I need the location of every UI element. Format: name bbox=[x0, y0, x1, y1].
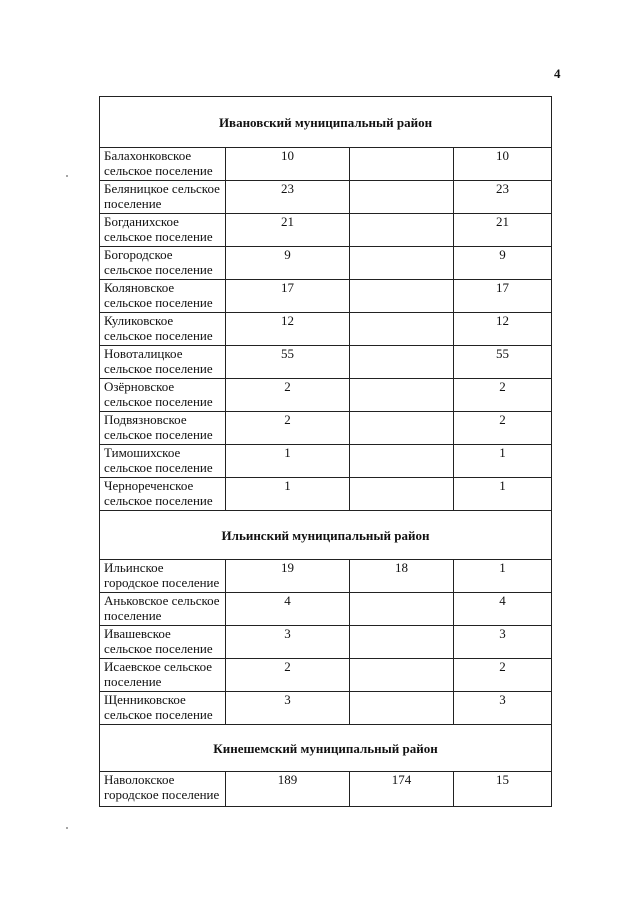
value-cell-3: 1 bbox=[454, 445, 552, 478]
value-cell-2 bbox=[350, 478, 454, 511]
table-row bbox=[100, 181, 552, 214]
value-cell-3: 2 bbox=[454, 659, 552, 692]
value-cell-1: 1 bbox=[226, 478, 350, 511]
value-cell-3: 1 bbox=[454, 560, 552, 593]
scan-speck bbox=[66, 827, 68, 829]
table-row bbox=[100, 247, 552, 280]
section-header-row bbox=[100, 725, 552, 772]
settlement-name-cell: Балахонковское сельское поселение bbox=[100, 148, 226, 181]
value-cell-2 bbox=[350, 181, 454, 214]
value-cell-3: 21 bbox=[454, 214, 552, 247]
value-cell-2 bbox=[350, 379, 454, 412]
value-cell-1: 21 bbox=[226, 214, 350, 247]
value-cell-1: 3 bbox=[226, 692, 350, 725]
value-cell-3: 2 bbox=[454, 412, 552, 445]
value-cell-2 bbox=[350, 626, 454, 659]
value-cell-2 bbox=[350, 214, 454, 247]
table-row bbox=[100, 412, 552, 445]
settlement-name-cell: Ивашевское сельское поселение bbox=[100, 626, 226, 659]
value-cell-1: 19 bbox=[226, 560, 350, 593]
value-cell-3: 15 bbox=[454, 772, 552, 807]
value-cell-3: 1 bbox=[454, 478, 552, 511]
value-cell-3: 3 bbox=[454, 692, 552, 725]
value-cell-2 bbox=[350, 280, 454, 313]
settlement-name-cell: Беляницкое сельское поселение bbox=[100, 181, 226, 214]
value-cell-3: 3 bbox=[454, 626, 552, 659]
table-row bbox=[100, 214, 552, 247]
value-cell-1: 2 bbox=[226, 379, 350, 412]
settlement-name-cell: Богородское сельское поселение bbox=[100, 247, 226, 280]
settlement-name-cell: Исаевское сельское поселение bbox=[100, 659, 226, 692]
value-cell-3: 55 bbox=[454, 346, 552, 379]
settlement-name-cell: Щенниковское сельское поселение bbox=[100, 692, 226, 725]
value-cell-1: 17 bbox=[226, 280, 350, 313]
value-cell-1: 12 bbox=[226, 313, 350, 346]
value-cell-2 bbox=[350, 692, 454, 725]
value-cell-3: 17 bbox=[454, 280, 552, 313]
table-row bbox=[100, 560, 552, 593]
value-cell-2 bbox=[350, 659, 454, 692]
table-row bbox=[100, 593, 552, 626]
value-cell-2 bbox=[350, 148, 454, 181]
value-cell-2 bbox=[350, 247, 454, 280]
value-cell-1: 189 bbox=[226, 772, 350, 807]
value-cell-2: 174 bbox=[350, 772, 454, 807]
settlement-name-cell: Куликовское сельское поселение bbox=[100, 313, 226, 346]
settlement-name-cell: Коляновское сельское поселение bbox=[100, 280, 226, 313]
table-row bbox=[100, 148, 552, 181]
value-cell-1: 55 bbox=[226, 346, 350, 379]
value-cell-1: 1 bbox=[226, 445, 350, 478]
section-title: Ивановский муниципальный район bbox=[100, 97, 552, 148]
scan-speck bbox=[66, 175, 68, 177]
value-cell-1: 2 bbox=[226, 412, 350, 445]
table-row bbox=[100, 626, 552, 659]
value-cell-2: 18 bbox=[350, 560, 454, 593]
settlement-name-cell: Ильинское городское поселение bbox=[100, 560, 226, 593]
value-cell-1: 2 bbox=[226, 659, 350, 692]
value-cell-3: 2 bbox=[454, 379, 552, 412]
section-title: Кинешемский муниципальный район bbox=[100, 725, 552, 772]
value-cell-1: 4 bbox=[226, 593, 350, 626]
section-header-row bbox=[100, 511, 552, 560]
section-header-row bbox=[100, 97, 552, 148]
value-cell-2 bbox=[350, 445, 454, 478]
value-cell-3: 10 bbox=[454, 148, 552, 181]
value-cell-3: 12 bbox=[454, 313, 552, 346]
value-cell-1: 3 bbox=[226, 626, 350, 659]
section-title: Ильинский муниципальный район bbox=[100, 511, 552, 560]
value-cell-2 bbox=[350, 346, 454, 379]
settlement-name-cell: Аньковское сельское поселение bbox=[100, 593, 226, 626]
table-row bbox=[100, 445, 552, 478]
table-row bbox=[100, 659, 552, 692]
value-cell-2 bbox=[350, 412, 454, 445]
settlement-name-cell: Подвязновское сельское поселение bbox=[100, 412, 226, 445]
settlement-name-cell: Тимошихское сельское поселение bbox=[100, 445, 226, 478]
value-cell-3: 23 bbox=[454, 181, 552, 214]
settlement-name-cell: Наволокское городское поселение bbox=[100, 772, 226, 807]
value-cell-1: 9 bbox=[226, 247, 350, 280]
settlement-name-cell: Богданихское сельское поселение bbox=[100, 214, 226, 247]
value-cell-2 bbox=[350, 313, 454, 346]
district-table bbox=[99, 96, 552, 807]
table-row bbox=[100, 692, 552, 725]
value-cell-3: 9 bbox=[454, 247, 552, 280]
page-number: 4 bbox=[554, 66, 561, 81]
value-cell-1: 10 bbox=[226, 148, 350, 181]
settlement-name-cell: Новоталицкое сельское поселение bbox=[100, 346, 226, 379]
table-row bbox=[100, 346, 552, 379]
value-cell-2 bbox=[350, 593, 454, 626]
table-row bbox=[100, 772, 552, 807]
value-cell-3: 4 bbox=[454, 593, 552, 626]
settlement-name-cell: Озёрновское сельское поселение bbox=[100, 379, 226, 412]
table-row bbox=[100, 478, 552, 511]
table-row bbox=[100, 379, 552, 412]
table-row bbox=[100, 280, 552, 313]
table-row bbox=[100, 313, 552, 346]
value-cell-1: 23 bbox=[226, 181, 350, 214]
settlement-name-cell: Чернореченское сельское поселение bbox=[100, 478, 226, 511]
